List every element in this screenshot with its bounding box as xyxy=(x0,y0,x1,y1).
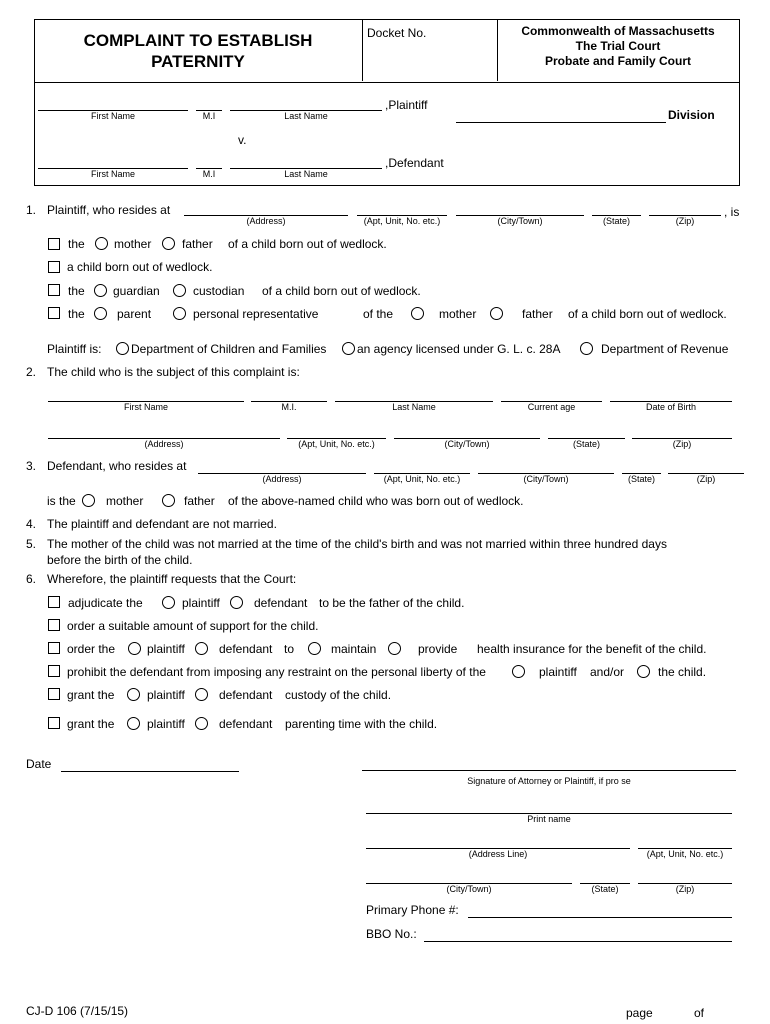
item6-r4-a: prohibit the defendant from imposing any restraint on the personal liberty of the xyxy=(67,665,486,679)
cap-first-name-1: First Name xyxy=(90,111,135,121)
item2-cap-address: (Address) xyxy=(144,439,184,449)
item1-cap-zip: (Zip) xyxy=(675,216,695,226)
item6-r3-maintain: maintain xyxy=(331,642,377,656)
item2-cap-first: First Name xyxy=(123,402,168,412)
form-id: CJ-D 106 (7/15/15) xyxy=(26,1004,129,1018)
item6-r6-defendant: defendant xyxy=(219,717,273,731)
item5-line1: The mother of the child was not married at the time of the child's birth and was not married within three hundred days xyxy=(47,537,667,551)
item6-r4-andor: and/or xyxy=(590,665,625,679)
date-field[interactable] xyxy=(61,771,239,772)
item2-cap-age: Current age xyxy=(527,402,576,412)
item3-cap-state: (State) xyxy=(627,474,655,484)
agency-radio[interactable] xyxy=(342,342,355,355)
item3-cap-apt: (Apt, Unit, No. etc.) xyxy=(383,474,461,484)
item1-is: , is xyxy=(724,205,740,219)
dcf-radio[interactable] xyxy=(116,342,129,355)
bbo-label: BBO No.: xyxy=(366,927,417,941)
item1-row4-tail: of a child born out of wedlock. xyxy=(568,307,727,321)
item3-number: 3. xyxy=(26,459,37,473)
item6-r3-a: order the xyxy=(67,642,116,656)
court-line2: The Trial Court xyxy=(575,39,661,53)
item6-r2-checkbox[interactable] xyxy=(48,619,60,631)
item2-cap-last: Last Name xyxy=(392,402,436,412)
item6-r3-checkbox[interactable] xyxy=(48,642,60,654)
item1-cap-city: (City/Town) xyxy=(497,216,543,226)
cap-mi-2: M.I xyxy=(202,169,216,179)
signature-caption: Signature of Attorney or Plaintiff, if pro se xyxy=(467,776,631,786)
cap-first-name-2: First Name xyxy=(90,169,135,179)
sig-state-caption: (State) xyxy=(591,884,619,894)
item6-r5-defendant: defendant xyxy=(219,688,273,702)
phone-label: Primary Phone #: xyxy=(366,903,459,917)
item6-r1-defendant-radio[interactable] xyxy=(230,596,243,609)
form-title-line1: COMPLAINT TO ESTABLISH xyxy=(83,31,313,50)
item6-r3-maintain-radio[interactable] xyxy=(308,642,321,655)
item1-row2-checkbox[interactable] xyxy=(48,261,60,273)
sig-apt-caption: (Apt, Unit, No. etc.) xyxy=(646,849,724,859)
item2-cap-mi: M.I. xyxy=(281,402,297,412)
signature-field[interactable] xyxy=(362,770,736,771)
item1-father-radio[interactable] xyxy=(162,237,175,250)
item6-r3-to: to xyxy=(284,642,295,656)
item3-cap-address: (Address) xyxy=(262,474,302,484)
date-label: Date xyxy=(26,757,52,771)
item5-number: 5. xyxy=(26,537,37,551)
item6-r4-plaintiff: plaintiff xyxy=(539,665,577,679)
item1-row4-father: father xyxy=(522,307,553,321)
item2-cap-dob: Date of Birth xyxy=(645,402,697,412)
court-line1: Commonwealth of Massachusetts xyxy=(521,24,715,38)
division-field[interactable] xyxy=(456,122,666,123)
print-name-caption: Print name xyxy=(527,814,571,824)
item3-cap-city: (City/Town) xyxy=(523,474,569,484)
item6-r1-checkbox[interactable] xyxy=(48,596,60,608)
item6-r5-checkbox[interactable] xyxy=(48,688,60,700)
item6-r4-child-radio[interactable] xyxy=(637,665,650,678)
item2-cap-zip: (Zip) xyxy=(672,439,692,449)
agency-label: an agency licensed under G. L. c. 28A xyxy=(357,342,561,356)
item6-r3-provide-radio[interactable] xyxy=(388,642,401,655)
item6-r6-checkbox[interactable] xyxy=(48,717,60,729)
revenue-radio[interactable] xyxy=(580,342,593,355)
header-divider-1 xyxy=(362,19,363,81)
revenue-label: Department of Revenue xyxy=(601,342,729,356)
item1-row4-checkbox[interactable] xyxy=(48,307,60,319)
item1-row4-ofthe: of the xyxy=(363,307,394,321)
item6-r4-plaintiff-radio[interactable] xyxy=(512,665,525,678)
item1-row3-checkbox[interactable] xyxy=(48,284,60,296)
division-label: Division xyxy=(668,108,715,122)
item3-isthe: is the xyxy=(47,494,76,508)
item6-r5-tail: custody of the child. xyxy=(285,688,392,702)
item6-r1-tail: to be the father of the child. xyxy=(319,596,465,610)
item6-r5-plaintiff-radio[interactable] xyxy=(127,688,140,701)
form-title-line2: PATERNITY xyxy=(151,52,245,71)
sig-address-caption: (Address Line) xyxy=(468,849,528,859)
item3-text: Defendant, who resides at xyxy=(47,459,187,473)
item6-r6-a: grant the xyxy=(67,717,115,731)
item2-cap-city: (City/Town) xyxy=(444,439,490,449)
item1-row3-guardian: guardian xyxy=(113,284,160,298)
item4-number: 4. xyxy=(26,517,37,531)
item6-r1-plaintiff: plaintiff xyxy=(182,596,220,610)
item1-cap-state: (State) xyxy=(602,216,630,226)
item6-r1-defendant: defendant xyxy=(254,596,308,610)
of-label: of xyxy=(694,1006,705,1020)
item1-row4-mother: mother xyxy=(439,307,477,321)
item2-cap-state: (State) xyxy=(572,439,600,449)
item1-row4-parent: parent xyxy=(117,307,152,321)
phone-field[interactable] xyxy=(468,917,732,918)
court-name xyxy=(498,24,738,69)
item6-r3-plaintiff: plaintiff xyxy=(147,642,185,656)
item1-text: Plaintiff, who resides at xyxy=(47,203,171,217)
item1-row1-the: the xyxy=(68,237,85,251)
item1-parent-radio[interactable] xyxy=(94,307,107,320)
dcf-label: Department of Children and Families xyxy=(131,342,327,356)
item1-guardian-radio[interactable] xyxy=(94,284,107,297)
item6-r2-text: order a suitable amount of support for the child. xyxy=(67,619,319,633)
item6-r5-plaintiff: plaintiff xyxy=(147,688,185,702)
item4-text: The plaintiff and defendant are not married. xyxy=(47,517,277,531)
item6-r1-plaintiff-radio[interactable] xyxy=(162,596,175,609)
item1-row4-the: the xyxy=(68,307,85,321)
item1-row1-mother: mother xyxy=(114,237,152,251)
item1-rep-radio[interactable] xyxy=(173,307,186,320)
item6-text: Wherefore, the plaintiff requests that the Court: xyxy=(47,572,297,586)
item1-row3-the: the xyxy=(68,284,85,298)
sig-zip-caption: (Zip) xyxy=(675,884,695,894)
plaintiff-suffix: ,Plaintiff xyxy=(385,98,428,112)
docket-number-field[interactable] xyxy=(364,40,496,80)
item1-cap-apt: (Apt, Unit, No. etc.) xyxy=(363,216,441,226)
item1-row2-text: a child born out of wedlock. xyxy=(67,260,213,274)
item6-r6-plaintiff-radio[interactable] xyxy=(127,717,140,730)
item1-mother-radio[interactable] xyxy=(95,237,108,250)
docket-label: Docket No. xyxy=(367,26,427,40)
item5-line2: before the birth of the child. xyxy=(47,553,193,567)
cap-last-name-1: Last Name xyxy=(284,111,328,121)
item2-cap-apt: (Apt, Unit, No. etc.) xyxy=(298,439,375,449)
bbo-field[interactable] xyxy=(424,941,732,942)
item6-r3-plaintiff-radio[interactable] xyxy=(128,642,141,655)
item6-r1-a: adjudicate the xyxy=(68,596,143,610)
item6-r3-defendant-radio[interactable] xyxy=(195,642,208,655)
item1-cap-address: (Address) xyxy=(246,216,286,226)
sig-city-caption: (City/Town) xyxy=(446,884,492,894)
item6-r6-tail: parenting time with the child. xyxy=(285,717,438,731)
item2-number: 2. xyxy=(26,365,37,379)
item6-r3-defendant: defendant xyxy=(219,642,273,656)
item6-r3-provide: provide xyxy=(418,642,458,656)
item1-row1-tail: of a child born out of wedlock. xyxy=(228,237,387,251)
item1-number: 1. xyxy=(26,203,37,217)
item6-r4-checkbox[interactable] xyxy=(48,665,60,677)
item1-row3-tail: of a child born out of wedlock. xyxy=(262,284,421,298)
item1-row4-rep: personal representative xyxy=(193,307,319,321)
defendant-suffix: ,Defendant xyxy=(385,156,444,170)
court-line3: Probate and Family Court xyxy=(544,54,692,68)
item6-r5-a: grant the xyxy=(67,688,115,702)
item1-row4-mother-radio[interactable] xyxy=(411,307,424,320)
item1-custodian-radio[interactable] xyxy=(173,284,186,297)
plaintiff-is-label: Plaintiff is: xyxy=(47,342,102,356)
item6-number: 6. xyxy=(26,572,37,586)
item3-tail: of the above-named child who was born out of wedlock. xyxy=(228,494,524,508)
item1-row4-father-radio[interactable] xyxy=(490,307,503,320)
form-title xyxy=(34,30,362,72)
cap-last-name-2: Last Name xyxy=(284,169,328,179)
item3-father: father xyxy=(184,494,215,508)
item3-cap-zip: (Zip) xyxy=(696,474,716,484)
item3-mother-radio[interactable] xyxy=(82,494,95,507)
item1-row1-checkbox[interactable] xyxy=(48,238,60,250)
item6-r3-tail: health insurance for the benefit of the child. xyxy=(477,642,707,656)
item6-r5-defendant-radio[interactable] xyxy=(195,688,208,701)
item2-text: The child who is the subject of this complaint is: xyxy=(47,365,300,379)
item1-row3-custodian: custodian xyxy=(193,284,245,298)
page-label: page xyxy=(626,1006,653,1020)
item6-r6-defendant-radio[interactable] xyxy=(195,717,208,730)
item6-r4-child: the child. xyxy=(658,665,707,679)
item3-mother: mother xyxy=(106,494,144,508)
versus-label: v. xyxy=(238,133,247,147)
item6-r6-plaintiff: plaintiff xyxy=(147,717,185,731)
item3-father-radio[interactable] xyxy=(162,494,175,507)
cap-mi-1: M.I xyxy=(202,111,216,121)
item1-row1-father: father xyxy=(182,237,213,251)
